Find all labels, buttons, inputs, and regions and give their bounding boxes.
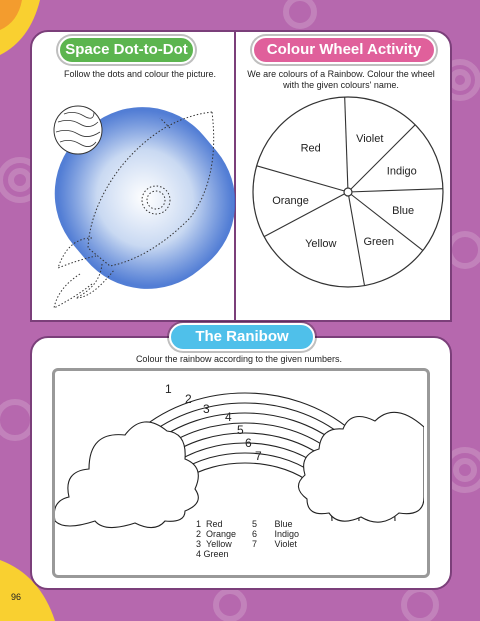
rainbow-instruction: Colour the rainbow according to the given numbers. — [135, 354, 343, 364]
left-cloud-icon — [55, 422, 198, 528]
rainbow-band-number-4: 4 — [225, 410, 232, 424]
colour-wheel — [250, 95, 446, 291]
wheel-label-yellow: Yellow — [305, 238, 337, 251]
colour-wheel-title: Colour Wheel Activity — [252, 36, 436, 64]
rainbow-band-number-5: 5 — [237, 423, 244, 437]
key-item-3: 3 Yellow — [196, 539, 232, 549]
wheel-label-blue: Blue — [392, 204, 415, 217]
colour-wheel-instruction-line-2: with the given colours' name. — [283, 80, 399, 90]
rainbow-band-number-6: 6 — [245, 436, 252, 450]
key-item-1: 1 Red — [196, 519, 223, 529]
wheel-label-red: Red — [300, 142, 321, 155]
planet-icon — [54, 106, 102, 154]
key-item-4: 4 Green — [196, 549, 229, 559]
key-item-6: 6 Indigo — [252, 529, 300, 539]
key-item-7: 7 Violet — [252, 539, 297, 549]
rainbow-band-number-3: 3 — [203, 402, 210, 416]
key-item-5: 5 Blue — [252, 519, 293, 529]
rocket-dot-picture — [40, 88, 250, 313]
rainbow-band-number-1: 1 — [165, 382, 172, 396]
rainbow-band-number-2: 2 — [185, 392, 192, 406]
page-number: 96 — [6, 590, 26, 604]
rainbow-key-right — [252, 519, 322, 549]
wheel-label-indigo: Indigo — [386, 165, 417, 178]
wheel-label-violet: Violet — [356, 133, 384, 146]
space-instruction: Follow the dots and colour the picture. — [63, 69, 217, 79]
wheel-label-orange: Orange — [272, 195, 309, 208]
rainbow-title: The Ranibow — [169, 323, 315, 351]
key-item-2: 2 Orange — [196, 529, 237, 539]
rainbow-key-left — [196, 519, 256, 559]
right-cloud-icon — [298, 412, 424, 522]
wheel-label-green: Green — [363, 236, 395, 249]
rainbow-band-number-7: 7 — [255, 449, 262, 463]
colour-wheel-instruction-line-1: We are colours of a Rainbow. Colour the wheel — [247, 69, 435, 79]
space-title: Space Dot-to-Dot — [58, 36, 195, 64]
